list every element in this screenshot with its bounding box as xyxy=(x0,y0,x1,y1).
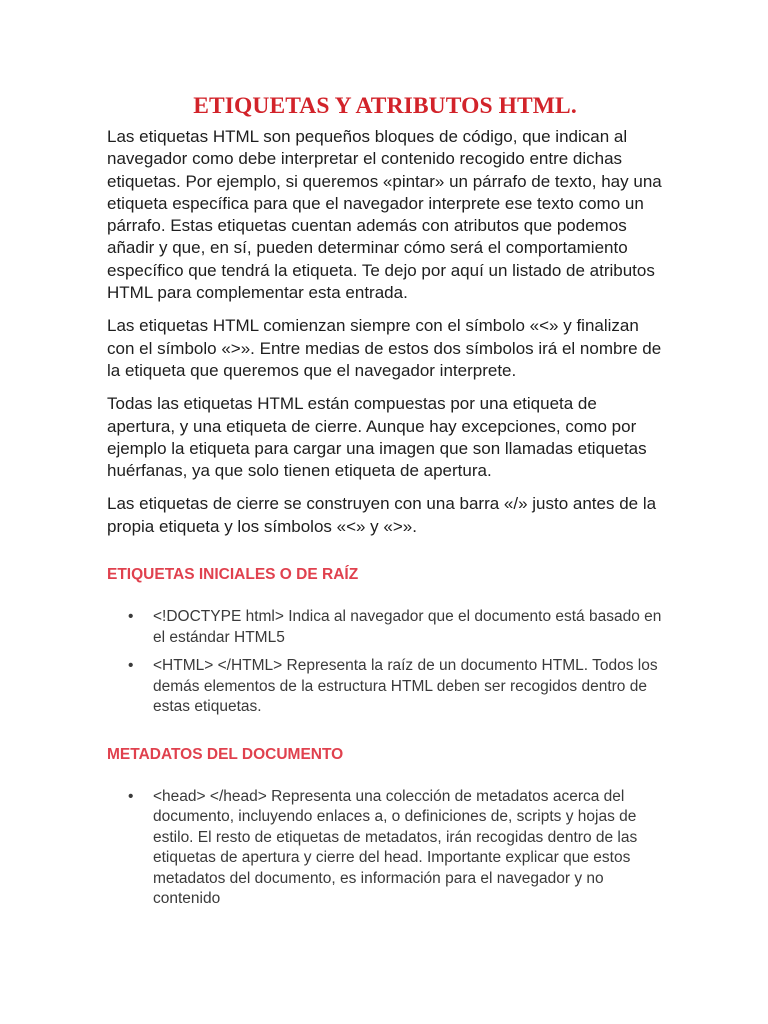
paragraph-symbols: Las etiquetas HTML comienzan siempre con el símbolo «<» y finalizan con el símbolo «>». Entre medias de estos dos símbolos irá el nombre de la etiqueta que queremos que el navegador interprete. xyxy=(107,316,662,380)
list-item xyxy=(107,787,663,910)
section-metadata xyxy=(107,745,663,910)
section-heading: ETIQUETAS INICIALES O DE RAÍZ xyxy=(107,566,359,584)
list-item xyxy=(107,607,663,648)
list-item xyxy=(107,656,663,718)
list-item-text: <head> </head> Representa una colección de metadatos acerca del documento, incluyendo enlaces a, o definiciones de, scripts y hojas de estilo. El resto de etiquetas de metadatos, irán recogidas dentro de las etiquetas de apertura y cierre del head. Importante explicar que estos metadatos del documento, es información para el navegador y no contenido xyxy=(153,787,638,908)
bullet-list xyxy=(107,787,663,910)
list-item-text: <HTML> </HTML> Representa la raíz de un documento HTML. Todos los demás elementos de la estructura HTML deben ser recogidos dentro de estas etiquetas. xyxy=(153,657,658,716)
document-page xyxy=(107,0,663,918)
section-root-tags xyxy=(107,565,663,718)
bullet-icon: • xyxy=(128,787,134,805)
paragraph-intro: Las etiquetas HTML son pequeños bloques de código, que indican al navegador como debe interpretar el contenido recogido entre dichas etiquetas. Por ejemplo, si queremos «pintar» un párrafo de texto, hay una etiqueta específica para que el navegador interprete ese texto como un párrafo. Estas etiquetas cuentan además con atributos que podemos añadir y que, en sí, pueden determinar cómo será el comportamiento específico que tendrá la etiqueta. Te dejo por aquí un listado de atributos HTML para complementar esta entrada. xyxy=(107,127,662,303)
list-item-text: <!DOCTYPE html> Indica al navegador que el documento está basado en el estándar HTML5 xyxy=(153,608,662,646)
bullet-icon: • xyxy=(128,608,134,626)
bullet-list xyxy=(107,607,663,718)
document-title: ETIQUETAS Y ATRIBUTOS HTML. xyxy=(193,93,577,119)
paragraph-closing-tags: Las etiquetas de cierre se construyen con una barra «/» justo antes de la propia etiqueta y los símbolos «<» y «>». xyxy=(107,494,657,536)
paragraph-open-close: Todas las etiquetas HTML están compuestas por una etiqueta de apertura, y una etiqueta de cierre. Aunque hay excepciones, como por ejemplo la etiqueta para cargar una imagen que son llamadas etiquetas huérfanas, ya que solo tienen etiqueta de apertura. xyxy=(107,394,647,481)
bullet-icon: • xyxy=(128,657,134,675)
section-heading: METADATOS DEL DOCUMENTO xyxy=(107,745,344,763)
